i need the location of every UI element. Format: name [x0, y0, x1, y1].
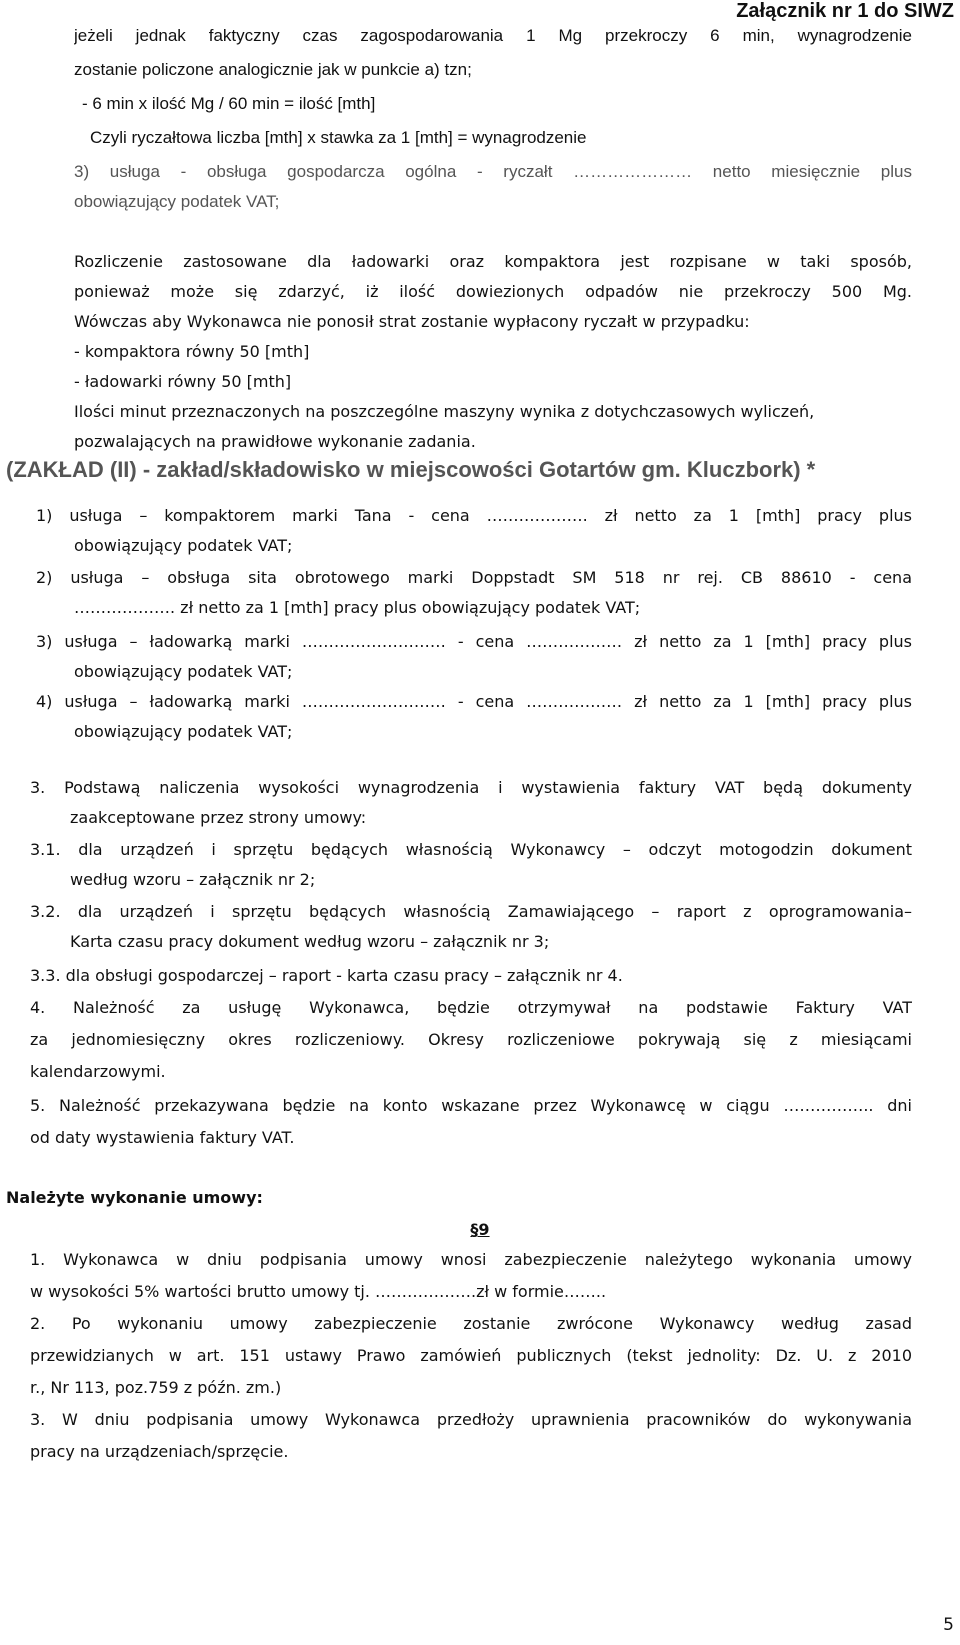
section-heading: Należyte wykonanie umowy:	[6, 1188, 263, 1207]
text-line: w wysokości 5% wartości brutto umowy tj. ……………….zł w formie……..	[30, 1282, 607, 1301]
text-line: 1) usługa – kompaktorem marki Tana - cena ………………. zł netto za 1 [mth] pracy plus	[36, 506, 912, 525]
text-line: według wzoru – załącznik nr 2;	[70, 870, 316, 889]
text-line: 3) usługa – ładowarką marki ……………………… - cena ……………… zł netto za 1 [mth] pracy plus	[36, 632, 912, 651]
text-line: - 6 min x ilość Mg / 60 min = ilość [mth]	[82, 94, 376, 113]
text-line: ………………. zł netto za 1 [mth] pracy plus obowiązujący podatek VAT;	[74, 598, 641, 617]
text-line: obowiązujący podatek VAT;	[74, 192, 280, 211]
text-line: 4) usługa – ładowarką marki ……………………… - cena ……………… zł netto za 1 [mth] pracy plus	[36, 692, 912, 711]
text-line: - kompaktora równy 50 [mth]	[74, 342, 310, 361]
text-line: 4. Należność za usługę Wykonawca, będzie otrzymywał na podstawie Faktury VAT	[30, 998, 912, 1017]
text-line: obowiązujący podatek VAT;	[74, 722, 293, 741]
attachment-header: Załącznik nr 1 do SIWZ	[736, 0, 954, 22]
text-line: 1. Wykonawca w dniu podpisania umowy wnosi zabezpieczenie należytego wykonania umowy	[30, 1250, 912, 1269]
text-line: 3) usługa - obsługa gospodarcza ogólna - ryczałt ………………… netto miesięcznie plus	[74, 162, 912, 181]
text-line: obowiązujący podatek VAT;	[74, 662, 293, 681]
text-line: kalendarzowymi.	[30, 1062, 166, 1081]
text-line: 3.3. dla obsługi gospodarczej – raport - karta czasu pracy – załącznik nr 4.	[30, 966, 623, 985]
text-line: Czyli ryczałtowa liczba [mth] x stawka za 1 [mth] = wynagrodzenie	[90, 128, 587, 147]
text-line: za jednomiesięczny okres rozliczeniowy. Okresy rozliczeniowe pokrywają się z miesiącami	[30, 1030, 912, 1049]
text-line: od daty wystawienia faktury VAT.	[30, 1128, 295, 1147]
section-heading: (ZAKŁAD (II) - zakład/składowisko w miejscowości Gotartów gm. Kluczbork) *	[6, 457, 816, 482]
paragraph-symbol: §9	[470, 1220, 490, 1239]
text-line: pozwalających na prawidłowe wykonanie zadania.	[74, 432, 476, 451]
text-line: jeżeli jednak faktyczny czas zagospodarowania 1 Mg przekroczy 6 min, wynagrodzenie	[74, 26, 912, 45]
text-line: zaakceptowane przez strony umowy:	[70, 808, 367, 827]
text-line: ponieważ może się zdarzyć, iż ilość dowiezionych odpadów nie przekroczy 500 Mg.	[74, 282, 912, 301]
text-line: Rozliczenie zastosowane dla ładowarki oraz kompaktora jest rozpisane w taki sposób,	[74, 252, 912, 271]
text-line: obowiązujący podatek VAT;	[74, 536, 293, 555]
text-line: 2) usługa – obsługa sita obrotowego marki Doppstadt SM 518 nr rej. CB 88610 - cena	[36, 568, 912, 587]
text-line: Karta czasu pracy dokument według wzoru – załącznik nr 3;	[70, 932, 550, 951]
text-line: pracy na urządzeniach/sprzęcie.	[30, 1442, 289, 1461]
text-line: r., Nr 113, poz.759 z późn. zm.)	[30, 1378, 282, 1397]
text-line: Wówczas aby Wykonawca nie ponosił strat zostanie wypłacony ryczałt w przypadku:	[74, 312, 750, 331]
text-line: - ładowarki równy 50 [mth]	[74, 372, 292, 391]
text-line: 5. Należność przekazywana będzie na konto wskazane przez Wykonawcę w ciągu …………….. dni	[30, 1096, 912, 1115]
text-line: 2. Po wykonaniu umowy zabezpieczenie zostanie zwrócone Wykonawcy według zasad	[30, 1314, 912, 1333]
text-line: zostanie policzone analogicznie jak w punkcie a) tzn;	[74, 60, 472, 79]
text-line: Ilości minut przeznaczonych na poszczególne maszyny wynika z dotychczasowych wyliczeń,	[74, 402, 815, 421]
text-line: 3. Podstawą naliczenia wysokości wynagrodzenia i wystawienia faktury VAT będą dokumenty	[30, 778, 912, 797]
text-line: 3. W dniu podpisania umowy Wykonawca przedłoży uprawnienia pracowników do wykonywania	[30, 1410, 912, 1429]
text-line: 3.2. dla urządzeń i sprzętu będących własnością Zamawiającego – raport z oprogramowania–	[30, 902, 912, 921]
page-number: 5	[943, 1615, 954, 1635]
text-line: przewidzianych w art. 151 ustawy Prawo zamówień publicznych (tekst jednolity: Dz. U. z 2010	[30, 1346, 912, 1365]
text-line: 3.1. dla urządzeń i sprzętu będących własnością Wykonawcy – odczyt motogodzin dokument	[30, 840, 912, 859]
